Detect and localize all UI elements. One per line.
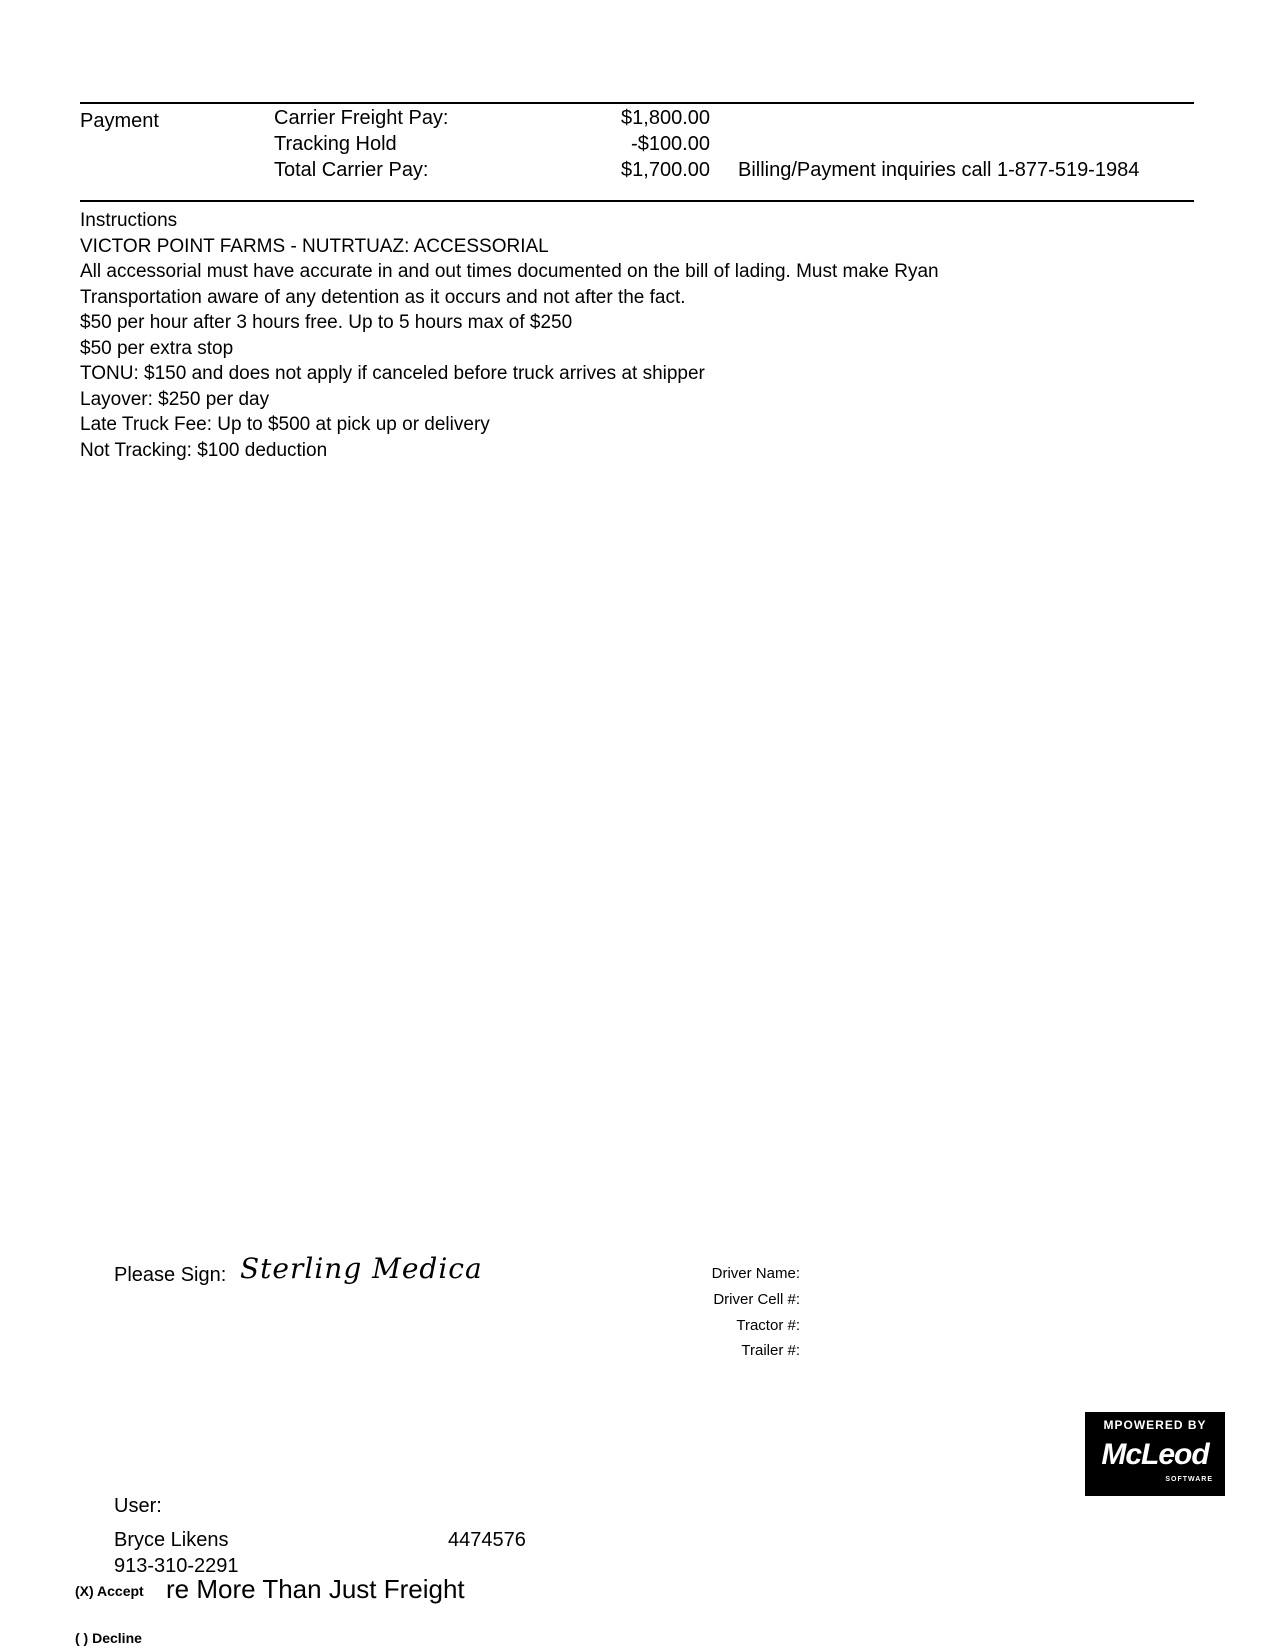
payment-section-label: Payment xyxy=(80,110,159,132)
instructions-heading: Instructions xyxy=(80,210,178,231)
instruction-line: VICTOR POINT FARMS - NUTRTUAZ: ACCESSORIAL xyxy=(80,235,549,257)
tracking-hold-amount: -$100.00 xyxy=(631,133,710,155)
instruction-line: $50 per hour after 3 hours free. Up to 5 hours max of $250 xyxy=(80,312,573,333)
middle-divider xyxy=(80,200,1194,202)
carrier-freight-pay-amount: $1,800.00 xyxy=(621,107,710,129)
instruction-line: All accessorial must have accurate in and out times documented on the bill of lading. Must make Ryan xyxy=(80,261,939,282)
instruction-line: Late Truck Fee: Up to $500 at pick up or delivery xyxy=(80,414,490,435)
decline-option[interactable]: ( ) Decline xyxy=(75,1630,142,1646)
accept-option[interactable]: (X) Accept xyxy=(75,1583,144,1599)
top-divider xyxy=(80,102,1194,104)
driver-name-label: Driver Name: xyxy=(711,1265,800,1282)
instruction-line: $50 per extra stop xyxy=(80,337,234,359)
tracking-hold-label: Tracking Hold xyxy=(274,133,397,155)
instruction-line: Layover: $250 per day xyxy=(80,388,270,410)
signature: Sterling Medica xyxy=(240,1252,483,1285)
please-sign-label: Please Sign: xyxy=(114,1264,227,1286)
user-phone: 913-310-2291 xyxy=(114,1555,239,1577)
user-id: 4474576 xyxy=(448,1529,526,1551)
driver-cell-label: Driver Cell #: xyxy=(713,1291,800,1308)
mcleod-logo: MPOWERED BY McLeod SOFTWARE xyxy=(1085,1412,1225,1496)
instruction-line: Not Tracking: $100 deduction xyxy=(80,439,328,461)
total-carrier-pay-label: Total Carrier Pay: xyxy=(274,159,429,181)
total-carrier-pay-amount: $1,700.00 xyxy=(621,159,710,181)
slogan: re More Than Just Freight xyxy=(166,1574,465,1604)
user-label: User: xyxy=(114,1495,162,1517)
tractor-label: Tractor #: xyxy=(736,1317,800,1334)
billing-inquiry-text: Billing/Payment inquiries call 1-877-519-1984 xyxy=(738,159,1140,181)
instruction-line: TONU: $150 and does not apply if canceled before truck arrives at shipper xyxy=(80,363,705,384)
instruction-line: Transportation aware of any detention as it occurs and not after the fact. xyxy=(80,286,686,308)
user-name: Bryce Likens xyxy=(114,1529,229,1551)
trailer-label: Trailer #: xyxy=(741,1342,800,1359)
carrier-freight-pay-label: Carrier Freight Pay: xyxy=(274,107,449,129)
